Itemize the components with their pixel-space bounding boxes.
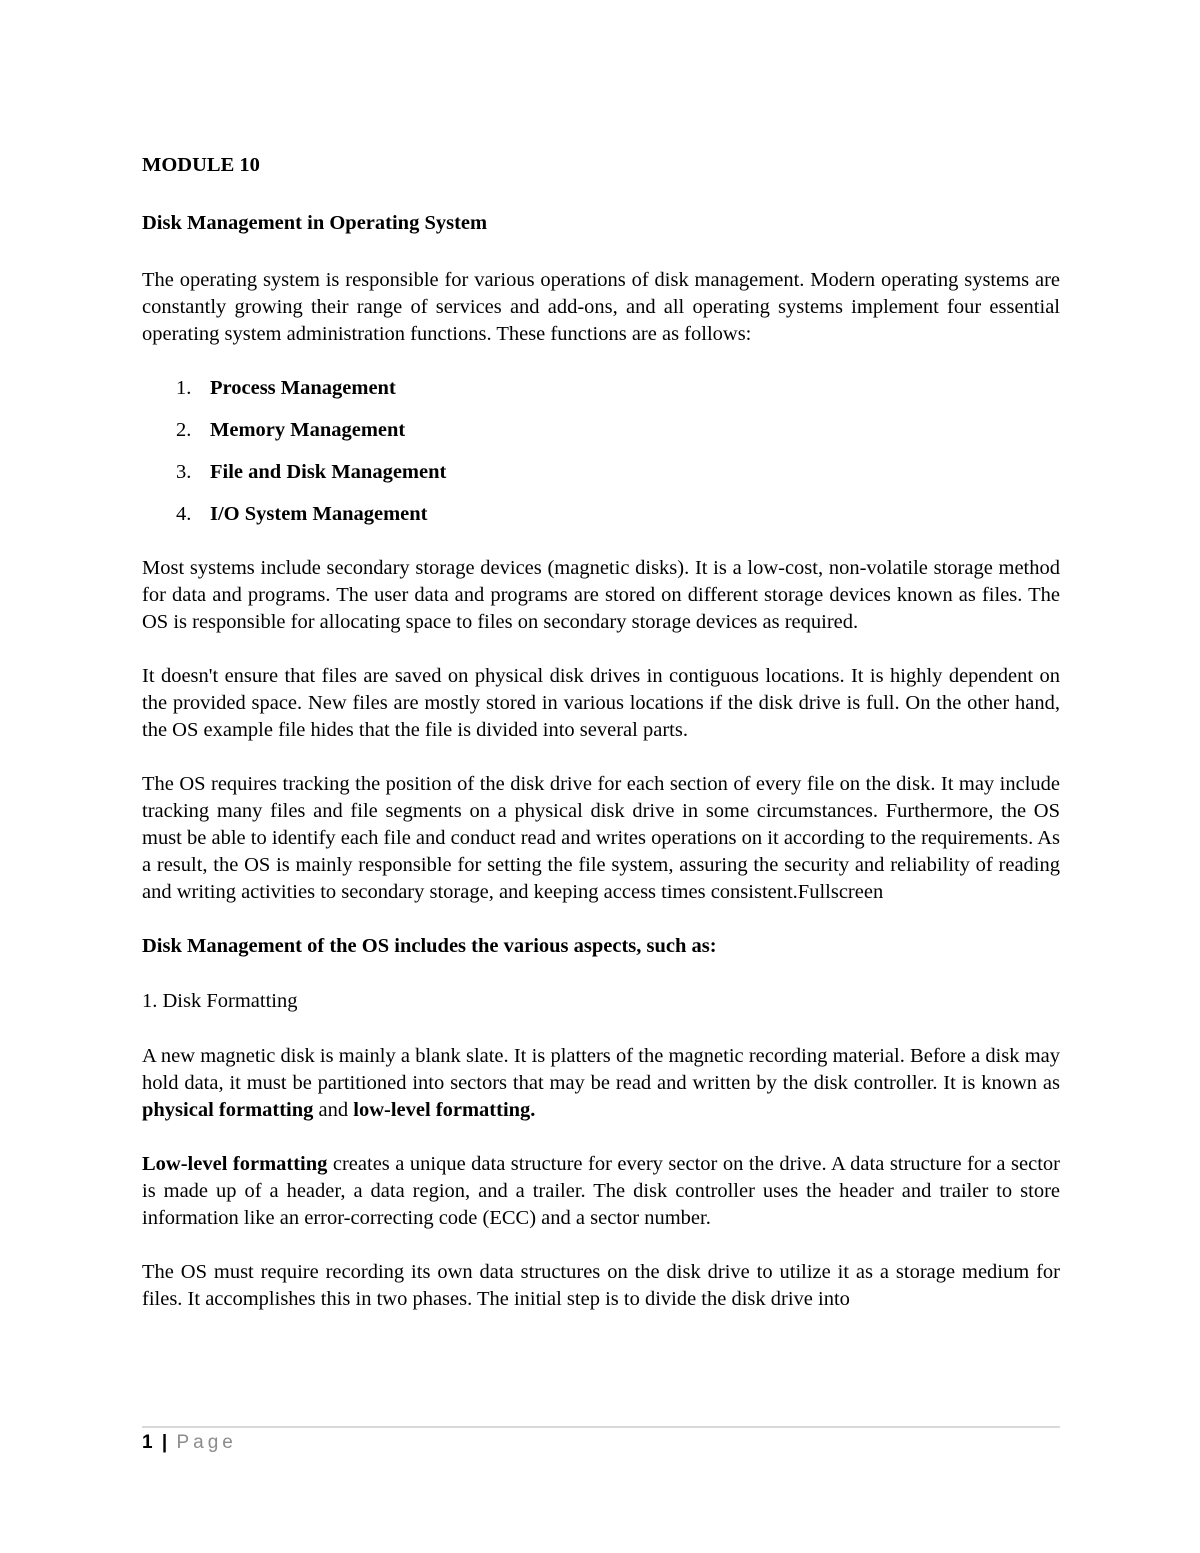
list-item-number: 2. [176, 419, 192, 441]
paragraph-low-level [142, 1151, 1060, 1232]
low-level-formatting-lead: Low-level formatting [142, 1153, 328, 1175]
page-label: Page [176, 1432, 237, 1453]
paragraph-formatting [142, 1043, 1060, 1124]
paragraph-data-structures: The OS must require recording its own data structures on the disk drive to utilize it as a storage medium for files. It accomplishes this in two phases. The initial step is to divide the disk drive into [142, 1261, 1060, 1310]
list-item-number: 1. [176, 377, 192, 399]
list-item [142, 417, 1060, 444]
list-item-label: File and Disk Management [210, 461, 447, 483]
aspects-heading: Disk Management of the OS includes the various aspects, such as: [142, 935, 717, 957]
list-item [142, 459, 1060, 486]
module-title: MODULE 10 [142, 154, 260, 176]
section-title: Disk Management in Operating System [142, 212, 488, 234]
page-footer [142, 1426, 1060, 1454]
list-item [142, 501, 1060, 528]
low-level-text: creates a unique data structure for every sector on the drive. A data structure for a sector is made up of a header, a data region, and a trailer. The disk controller uses the header and trailer to store information like an error-correcting code (ECC) and a sector number. [142, 1153, 1060, 1229]
paragraph-secondary-storage: Most systems include secondary storage devices (magnetic disks). It is a low-cost, non-volatile storage method for data and programs. The user data and programs are stored on different storage devices known as files. The OS is responsible for allocating space to files on secondary storage devices as required. [142, 557, 1060, 633]
list-item-number: 3. [176, 461, 192, 483]
list-item-label: Memory Management [210, 419, 406, 441]
paragraph-contiguous: It doesn't ensure that files are saved on physical disk drives in contiguous locations. It is highly dependent on the provided space. New files are mostly stored in various locations if the disk drive is full. On the other hand, the OS example file hides that the file is divided into several parts. [142, 665, 1060, 741]
paragraph-tracking: The OS requires tracking the position of the disk drive for each section of every file on the disk. It may include tracking many files and file segments on a physical disk drive in some circumstances. Furthermore, the OS must be able to identify each file and conduct read and writes operations on it according to the requirements. As a result, the OS is mainly responsible for setting the file system, assuring the security and reliability of reading and writing activities to secondary storage, and keeping access times consistent.Fullscreen [142, 773, 1060, 903]
disk-formatting-heading: 1. Disk Formatting [142, 990, 298, 1012]
intro-paragraph: The operating system is responsible for various operations of disk management. Modern operating systems are constantly growing their range of services and add-ons, and all operating systems implement four essential operating system administration functions. These functions are as follows: [142, 269, 1060, 345]
low-level-formatting-term: low-level formatting. [353, 1099, 536, 1121]
list-item [142, 375, 1060, 402]
functions-list [142, 375, 1060, 528]
formatting-text: A new magnetic disk is mainly a blank slate. It is platters of the magnetic recording material. Before a disk may hold data, it must be partitioned into sectors that may be read and written by the disk controller. It is known as [142, 1045, 1060, 1094]
list-item-label: Process Management [210, 377, 396, 399]
physical-formatting-term: physical formatting [142, 1099, 314, 1121]
formatting-mid: and [313, 1099, 354, 1121]
document-page [142, 150, 1060, 1340]
page-number: 1 [142, 1432, 153, 1453]
footer-separator: | [161, 1432, 168, 1453]
list-item-label: I/O System Management [210, 503, 428, 525]
list-item-number: 4. [176, 503, 192, 525]
